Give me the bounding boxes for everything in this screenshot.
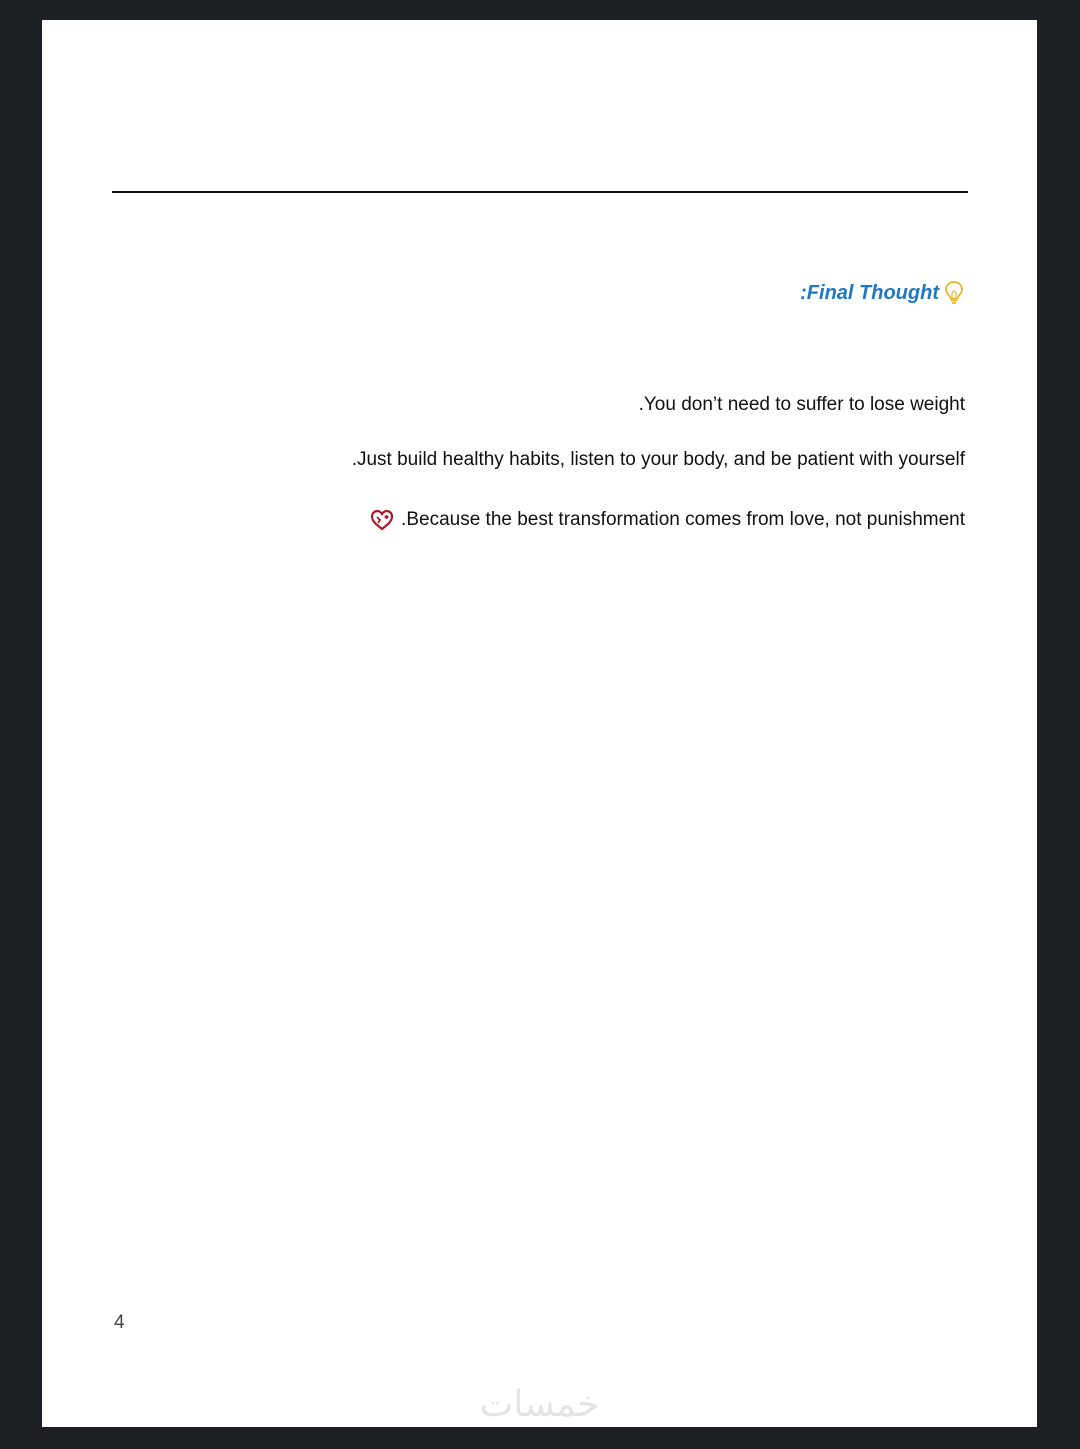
text-line bbox=[352, 449, 965, 471]
heart-icon bbox=[369, 507, 395, 533]
line-3-text: .Because the best transformation comes from love, not punishment bbox=[401, 509, 965, 530]
line-1-text: .You don’t need to suffer to lose weight bbox=[638, 394, 965, 415]
final-thought-heading bbox=[800, 280, 965, 306]
text-line bbox=[369, 507, 965, 533]
page-number: 4 bbox=[114, 1312, 125, 1333]
document-page bbox=[42, 20, 1037, 1427]
heading-text: :Final Thought bbox=[800, 281, 939, 304]
lightbulb-icon bbox=[943, 280, 965, 306]
line-2-text: .Just build healthy habits, listen to your body, and be patient with yourself bbox=[351, 449, 965, 470]
watermark: خمسات bbox=[479, 1384, 600, 1425]
text-line bbox=[639, 394, 965, 416]
horizontal-rule bbox=[112, 191, 968, 193]
